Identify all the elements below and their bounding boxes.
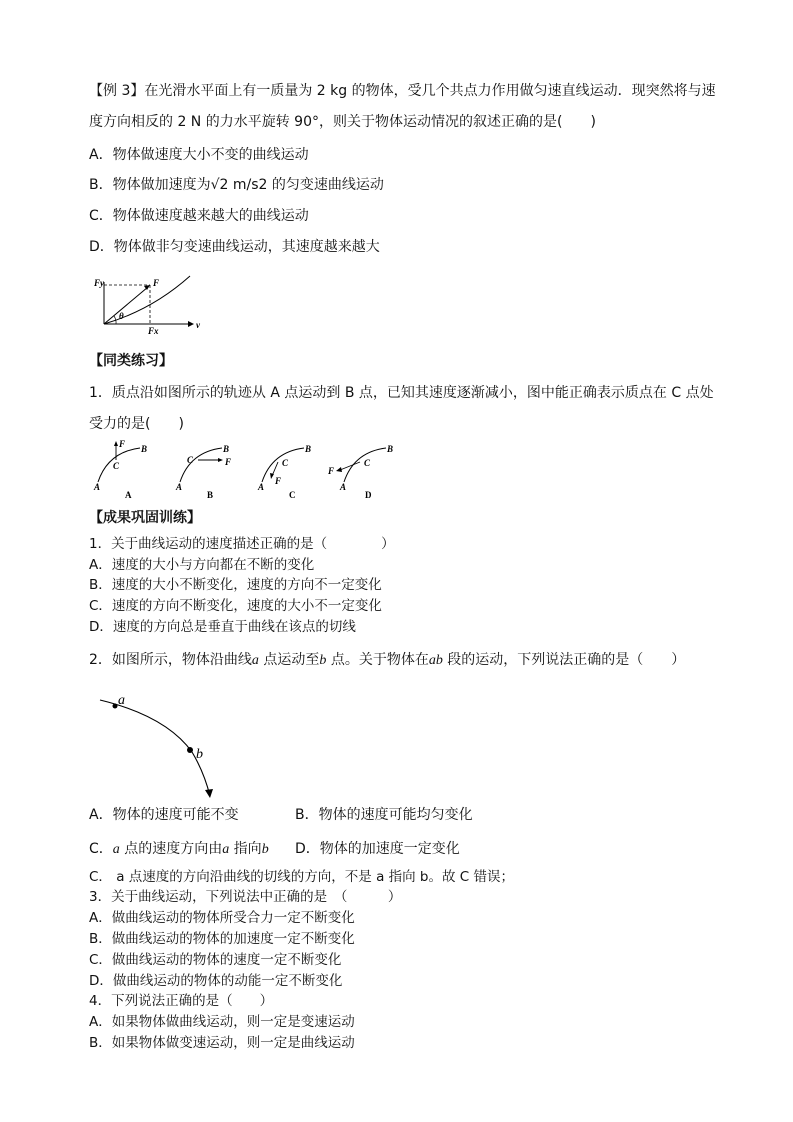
- fig-d-label-a: A: [340, 482, 347, 492]
- fig-d-label-b: B: [387, 444, 394, 454]
- practice-q1-figures: [88, 438, 408, 502]
- force-c-arrow: [270, 473, 274, 479]
- fig-a-caption: A: [125, 490, 132, 500]
- label-theta: θ: [119, 311, 124, 321]
- consolidation-q2: [89, 651, 685, 670]
- label-v: v: [196, 320, 200, 330]
- example3-option-a: A．物体做速度大小不变的曲线运动: [89, 147, 309, 163]
- q2-c-text-2: 指向: [229, 841, 262, 857]
- q2-explanation: C． a 点速度的方向沿曲线的切线的方向，不是 a 指向 b。故 C 错误；: [89, 869, 515, 885]
- point-a: [113, 704, 118, 709]
- consolidation-q3-c: C．做曲线运动的物体的速度一定不断变化: [89, 952, 342, 968]
- fig-b-label-c: C: [187, 455, 194, 465]
- consolidation-q1-d: D．速度的方向总是垂直于曲线在该点的切线: [89, 619, 356, 635]
- q2-text-3: 点。关于物体在: [326, 652, 429, 668]
- q2-var-ab: ab: [428, 653, 443, 668]
- practice-q1-line2: 受力的是( ): [89, 416, 184, 432]
- q2-var-b: b: [319, 653, 327, 668]
- consolidation-q3: 3．关于曲线运动，下列说法中正确的是 （ ）: [89, 889, 402, 905]
- fig-d-label-f: F: [328, 466, 335, 476]
- q2-c-var-a2: a: [222, 842, 230, 857]
- figure-b: [175, 444, 231, 500]
- q2-text-2: 点运动至: [258, 652, 320, 668]
- label-f: F: [153, 278, 160, 288]
- example3-option-c: C．物体做速度越来越大的曲线运动: [89, 208, 309, 224]
- force-decomposition-figure: [92, 272, 202, 340]
- figure-d: [327, 444, 393, 500]
- consolidation-q3-d: D．做曲线运动的物体的动能一定不断变化: [89, 973, 343, 989]
- consolidation-heading: 【成果巩固训练】: [89, 510, 201, 526]
- figure-a: [93, 439, 147, 500]
- fig-c-label-a: A: [258, 482, 265, 492]
- fig-b-caption: B: [207, 490, 214, 500]
- practice-heading: 【同类练习】: [89, 353, 173, 369]
- fig-a-label-a: A: [94, 482, 101, 492]
- force-d-arrow: [336, 467, 342, 472]
- option-b-sqrt: √2: [210, 177, 229, 193]
- curve-label-b: b: [196, 747, 203, 762]
- example3-option-b: [89, 176, 384, 194]
- force-a-arrow: [114, 441, 118, 446]
- q2-option-a: A．物体的速度可能不变: [89, 807, 239, 823]
- fig-b-label-a: A: [176, 482, 183, 492]
- q2-option-b: B．物体的速度可能均匀变化: [295, 807, 473, 823]
- example3-line1: 【例 3】在光滑水平面上有一质量为 2 kg 的物体，受几个共点力作用做匀速直线运动．现突然将与速: [89, 83, 716, 99]
- fig-b-label-b: B: [223, 444, 230, 454]
- q2-curve-arrow: [205, 789, 213, 798]
- example3-line2: 度方向相反的 2 N 的力水平旋转 90°，则关于物体运动情况的叙述正确的是( ): [89, 114, 596, 130]
- point-b: [187, 747, 193, 753]
- example3-option-d: D．物体做非匀变速曲线运动，其速度越来越大: [89, 239, 380, 255]
- v-arrow: [188, 321, 194, 327]
- practice-q1-line1: 1．质点沿如图所示的轨迹从 A 点运动到 B 点，已知其速度逐渐减小，图中能正确表示质点在 C 点处: [89, 385, 714, 401]
- option-b-suffix: m/s2 的匀变速曲线运动: [228, 177, 384, 193]
- q2-var-a: a: [251, 653, 259, 668]
- fig-a-label-c: C: [113, 461, 120, 471]
- consolidation-q3-b: B．做曲线运动的物体的加速度一定不断变化: [89, 931, 355, 947]
- label-fy: Fy: [94, 278, 104, 288]
- fig-c-label-c: C: [282, 458, 289, 468]
- label-fx: Fx: [148, 326, 159, 336]
- fig-c-caption: C: [289, 490, 296, 500]
- consolidation-q3-a: A．做曲线运动的物体所受合力一定不断变化: [89, 910, 355, 926]
- consolidation-q1: 1．关于曲线运动的速度描述正确的是（ ）: [89, 536, 395, 552]
- force-b-arrow: [218, 458, 223, 462]
- fig-c-label-f: F: [275, 476, 282, 486]
- q2-c-text-1: 点的速度方向由: [119, 841, 223, 857]
- consolidation-q4: 4．下列说法正确的是（ ）: [89, 993, 274, 1009]
- figure-c: [257, 444, 311, 500]
- consolidation-q4-a: A．如果物体做曲线运动，则一定是变速运动: [89, 1014, 355, 1030]
- fig-d-label-c: C: [364, 458, 371, 468]
- q2-text-1: 2．如图所示，物体沿曲线: [89, 652, 252, 668]
- consolidation-q4-b: B．如果物体做变速运动，则一定是曲线运动: [89, 1035, 355, 1051]
- fig-a-label-b: B: [141, 444, 148, 454]
- fig-d-caption: D: [365, 490, 372, 500]
- curve-label-a: a: [118, 693, 125, 708]
- trajectory-curve: [104, 276, 190, 324]
- consolidation-q1-b: B．速度的大小不断变化，速度的方向不一定变化: [89, 577, 382, 593]
- fig-a-label-f: F: [119, 439, 126, 449]
- fig-b-label-f: F: [225, 457, 232, 467]
- q2-c-var-b: b: [261, 842, 269, 857]
- consolidation-q1-c: C．速度的方向不断变化，速度的大小不一定变化: [89, 598, 382, 614]
- consolidation-q1-a: A．速度的大小与方向都在不断的变化: [89, 557, 315, 573]
- force-vector: [104, 287, 148, 324]
- q2-c-prefix: C．: [89, 841, 113, 857]
- q2-option-d: D．物体的加速度一定变化: [295, 841, 460, 857]
- curve-b: [180, 448, 222, 482]
- q2-c-var-a1: a: [112, 842, 120, 857]
- q2-text-4: 段的运动，下列说法正确的是（ ）: [442, 652, 686, 668]
- fig-c-label-b: B: [305, 444, 312, 454]
- q2-curve-figure: [96, 690, 236, 802]
- q2-option-c: [89, 840, 269, 859]
- option-b-prefix: B．物体做加速度为: [89, 177, 211, 193]
- q2-curve: [100, 700, 210, 796]
